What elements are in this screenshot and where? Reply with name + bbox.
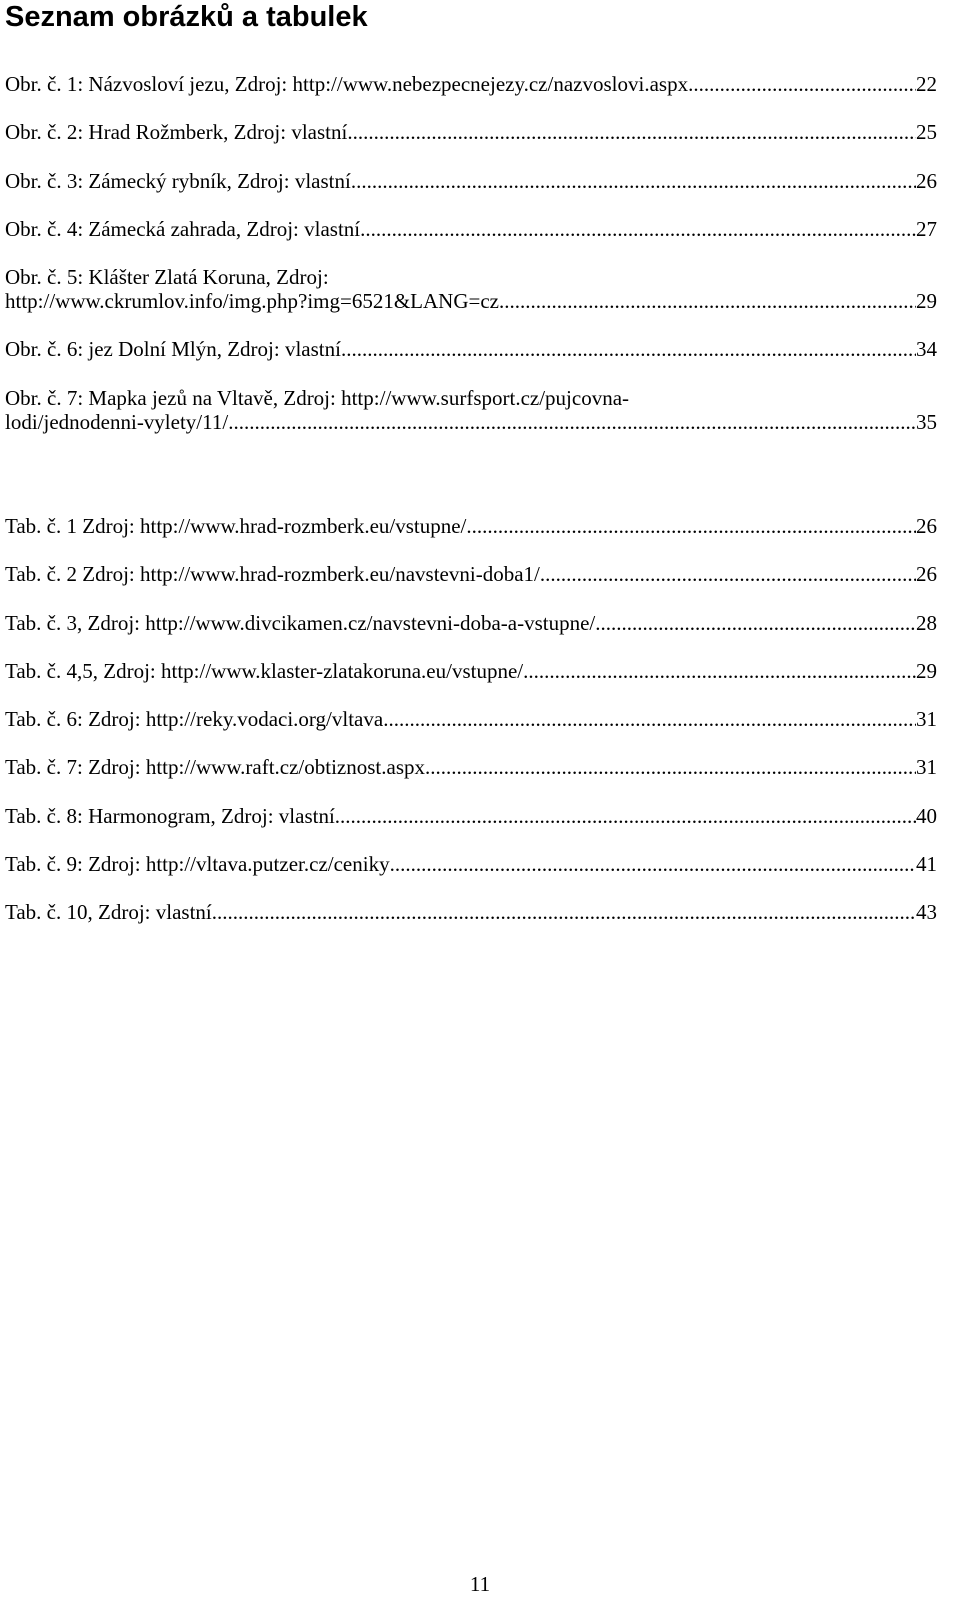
dot-leader	[523, 659, 916, 683]
dot-leader	[595, 611, 916, 635]
dot-leader	[383, 707, 916, 731]
entry-caption: Tab. č. 1 Zdroj: http://www.hrad-rozmberk.eu/vstupne/	[5, 514, 467, 538]
entry-caption: Obr. č. 1: Názvosloví jezu, Zdroj: http://www.nebezpecnejezy.cz/nazvoslovi.aspx	[5, 72, 689, 96]
entry-caption: lodi/jednodenni-vylety/11/	[5, 409, 229, 434]
entry-page-number: 43	[916, 900, 937, 925]
entry-caption: Tab. č. 4,5, Zdroj: http://www.klaster-zlatakoruna.eu/vstupne/	[5, 658, 524, 683]
toc-entry-figure-3[interactable]	[5, 169, 937, 193]
entry-page-number: 31	[916, 755, 937, 780]
toc-entry-table-8[interactable]	[5, 852, 937, 876]
entry-page-number: 28	[916, 610, 937, 635]
dot-leader	[351, 169, 916, 193]
toc-entry-table-6[interactable]	[5, 755, 937, 779]
entry-page-number: 34	[916, 337, 937, 362]
toc-entry-figure-1[interactable]	[5, 72, 937, 96]
list-of-tables	[5, 514, 937, 949]
entry-page-number: 35	[916, 409, 937, 434]
entry-caption: Tab. č. 7: Zdroj: http://www.raft.cz/obtiznost.aspx	[5, 755, 425, 780]
toc-entry-figure-2[interactable]	[5, 120, 937, 144]
dot-leader	[341, 337, 916, 361]
entry-caption: Tab. č. 3, Zdroj: http://www.divcikamen.cz/navstevni-doba-a-vstupne/	[5, 610, 596, 635]
dot-leader	[228, 410, 916, 434]
dot-leader	[335, 804, 916, 828]
entry-caption: Obr. č. 2: Hrad Rožmberk, Zdroj: vlastní	[5, 120, 348, 145]
entry-caption-line1: Obr. č. 7: Mapka jezů na Vltavě, Zdroj: http://www.surfsport.cz/pujcovna-	[5, 385, 630, 410]
toc-entry-table-5[interactable]	[5, 707, 937, 731]
entry-page-number: 26	[916, 514, 937, 538]
entry-caption: Tab. č. 6: Zdroj: http://reky.vodaci.org/vltava	[5, 707, 384, 732]
toc-entry-table-3[interactable]	[5, 611, 937, 635]
entry-page-number: 40	[916, 803, 937, 828]
toc-entry-figure-6[interactable]	[5, 337, 937, 361]
toc-entry-figure-7[interactable]	[5, 386, 937, 434]
toc-entry-table-9[interactable]	[5, 900, 937, 924]
entry-caption: Obr. č. 6: jez Dolní Mlýn, Zdroj: vlastní	[5, 337, 341, 362]
entry-page-number: 29	[916, 289, 937, 314]
toc-entry-table-4[interactable]	[5, 659, 937, 683]
dot-leader	[540, 562, 916, 586]
entry-caption: Tab. č. 10, Zdroj: vlastní	[5, 900, 212, 925]
toc-entry-table-7[interactable]	[5, 804, 937, 828]
toc-entry-table-2[interactable]	[5, 562, 937, 586]
toc-entry-figure-4[interactable]	[5, 217, 937, 241]
entry-page-number: 41	[916, 852, 937, 877]
dot-leader	[466, 514, 916, 538]
entry-page-number: 27	[916, 216, 937, 241]
dot-leader	[212, 900, 916, 924]
entry-caption: Tab. č. 9: Zdroj: http://vltava.putzer.cz/ceniky	[5, 852, 390, 877]
entry-caption: Obr. č. 4: Zámecká zahrada, Zdroj: vlastní	[5, 216, 361, 241]
toc-entry-figure-5[interactable]	[5, 265, 937, 313]
entry-caption-line1: Obr. č. 5: Klášter Zlatá Koruna, Zdroj:	[5, 265, 329, 290]
entry-page-number: 26	[916, 168, 937, 193]
dot-leader	[499, 289, 916, 313]
entry-page-number: 29	[916, 658, 937, 683]
dot-leader	[688, 72, 916, 96]
entry-page-number: 31	[916, 707, 937, 732]
entry-caption: Tab. č. 2 Zdroj: http://www.hrad-rozmberk.eu/navstevni-doba1/	[5, 562, 540, 587]
dot-leader	[360, 217, 916, 241]
list-of-figures	[5, 72, 937, 458]
entry-caption: Obr. č. 3: Zámecký rybník, Zdroj: vlastní	[5, 168, 351, 193]
dot-leader	[390, 852, 916, 876]
entry-caption: http://www.ckrumlov.info/img.php?img=6521&LANG=cz	[5, 289, 499, 314]
toc-entry-table-1[interactable]	[5, 514, 937, 538]
page-number: 11	[469, 1572, 491, 1596]
entry-page-number: 26	[916, 562, 937, 587]
entry-page-number: 25	[916, 120, 937, 145]
entry-page-number: 22	[916, 72, 937, 96]
dot-leader	[425, 755, 916, 779]
entry-caption: Tab. č. 8: Harmonogram, Zdroj: vlastní	[5, 803, 335, 828]
page-title: Seznam obrázků a tabulek	[5, 1, 368, 33]
dot-leader	[347, 120, 916, 144]
